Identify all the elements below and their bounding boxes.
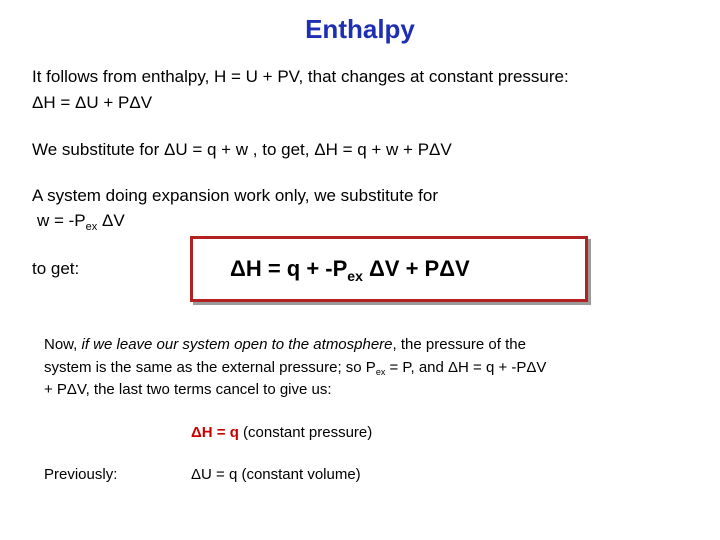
work-equation-subscript: ex — [85, 221, 98, 233]
paragraph-emphasis: if we leave our system open to the atmosphere — [81, 336, 393, 353]
result-equation: ΔH = q — [191, 424, 239, 441]
paragraph-line-1-end: , the pressure of the — [392, 336, 526, 353]
paragraph-line-2 — [44, 358, 546, 379]
substitution-line: We substitute for ΔU = q + w , to get, ΔH = q + w + PΔV — [32, 140, 452, 159]
result-note: (constant pressure) — [238, 424, 373, 441]
to-get-label: to get: — [32, 259, 80, 278]
paragraph-line-2-main: system is the same as the external pressure; so P — [44, 359, 376, 376]
work-equation-main: w = -P — [37, 211, 86, 230]
enthalpy-intro-line: It follows from enthalpy, H = U + PV, that changes at constant pressure: — [32, 67, 569, 86]
paragraph-line-2-end: = P, and ΔH = q + -PΔV — [385, 359, 547, 376]
work-equation — [37, 210, 125, 234]
previously-equation: ΔU = q (constant volume) — [191, 466, 361, 483]
highlighted-equation-end: ΔV + PΔV — [362, 256, 470, 281]
paragraph-subscript: ex — [375, 367, 386, 377]
paragraph-line-1 — [44, 335, 526, 355]
paragraph-line-3: + PΔV, the last two terms cancel to give us: — [44, 381, 332, 398]
highlighted-equation-subscript: ex — [347, 268, 363, 284]
expansion-work-line: A system doing expansion work only, we substitute for — [32, 186, 438, 205]
paragraph-now: Now, — [44, 336, 82, 353]
result-line — [191, 423, 372, 443]
highlighted-equation — [230, 256, 470, 282]
delta-h-equation: ΔH = ΔU + PΔV — [32, 93, 153, 112]
highlighted-equation-main: ΔH = q + -P — [230, 256, 348, 281]
previously-label: Previously: — [44, 466, 118, 483]
work-equation-end: ΔV — [97, 211, 125, 230]
page-title: Enthalpy — [305, 14, 415, 44]
